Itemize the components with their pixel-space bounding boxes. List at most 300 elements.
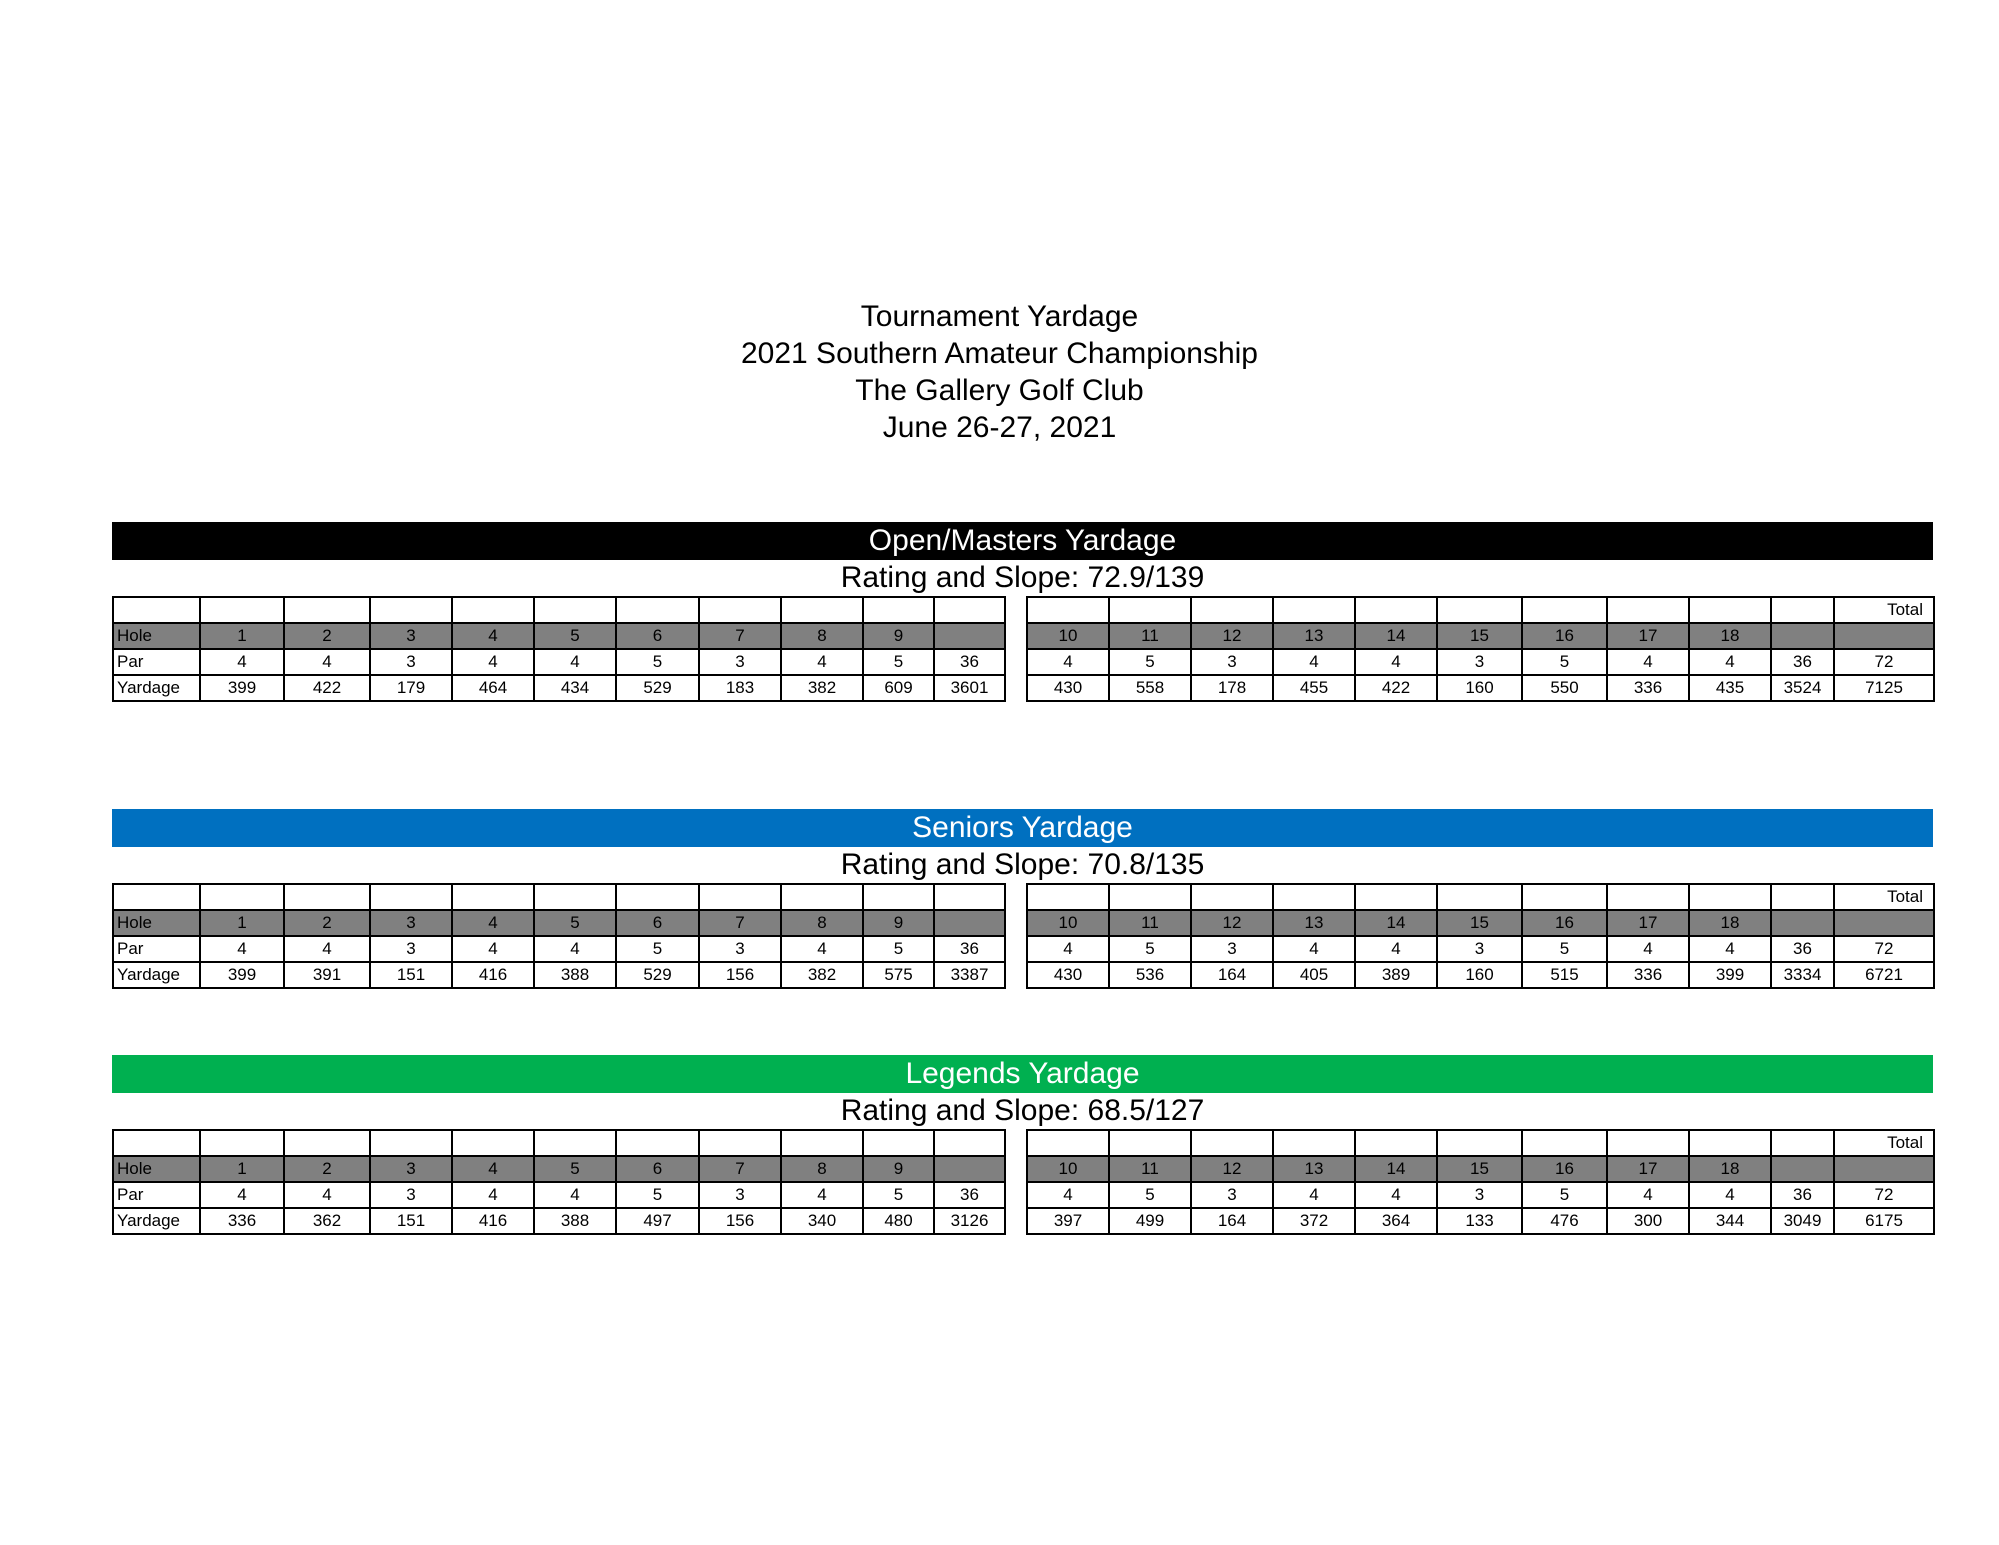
hole-number: 12 bbox=[1191, 1156, 1273, 1182]
total-header-row bbox=[1027, 597, 1934, 623]
yardage-cell: 178 bbox=[1191, 675, 1273, 701]
par-cell: 4 bbox=[781, 1182, 863, 1208]
par-cell: 5 bbox=[863, 1182, 934, 1208]
scorecard bbox=[112, 596, 1933, 708]
hole-number: 4 bbox=[452, 1156, 534, 1182]
yardage-cell: 416 bbox=[452, 962, 534, 988]
yardage-cell: 558 bbox=[1109, 675, 1191, 701]
empty-cell bbox=[1027, 597, 1109, 623]
hole-number: 15 bbox=[1437, 623, 1522, 649]
yardage-cell: 397 bbox=[1027, 1208, 1109, 1234]
yardage-cell: 340 bbox=[781, 1208, 863, 1234]
rating-slope: Rating and Slope: 68.5/127 bbox=[840, 1094, 1205, 1127]
hole-number: 9 bbox=[863, 623, 934, 649]
hole-number: 11 bbox=[1109, 623, 1191, 649]
empty-cell bbox=[534, 1130, 616, 1156]
par-row bbox=[113, 649, 1005, 675]
hole-number: 7 bbox=[699, 1156, 781, 1182]
empty-cell bbox=[1771, 910, 1834, 936]
document-title bbox=[0, 298, 1999, 446]
yardage-in-cell: 3524 bbox=[1771, 675, 1834, 701]
yardage-cell: 480 bbox=[863, 1208, 934, 1234]
total-header: Total bbox=[1834, 884, 1934, 910]
par-cell: 3 bbox=[1437, 1182, 1522, 1208]
hole-number: 17 bbox=[1607, 910, 1689, 936]
back-nine-table bbox=[1026, 883, 1935, 989]
par-cell: 5 bbox=[616, 649, 699, 675]
yardage-cell: 344 bbox=[1689, 1208, 1771, 1234]
par-cell: 4 bbox=[1689, 1182, 1771, 1208]
par-cell: 4 bbox=[452, 1182, 534, 1208]
hole-number: 15 bbox=[1437, 1156, 1522, 1182]
empty-cell bbox=[934, 1130, 1005, 1156]
par-cell: 4 bbox=[1689, 649, 1771, 675]
row-label-yardage: Yardage bbox=[113, 1208, 200, 1234]
hole-number: 2 bbox=[284, 910, 370, 936]
yardage-cell: 435 bbox=[1689, 675, 1771, 701]
empty-cell bbox=[370, 597, 452, 623]
yardage-in-cell: 3334 bbox=[1771, 962, 1834, 988]
yardage-cell: 515 bbox=[1522, 962, 1607, 988]
yardage-row bbox=[113, 675, 1005, 701]
yardage-row bbox=[1027, 675, 1934, 701]
empty-cell bbox=[534, 884, 616, 910]
yardage-cell: 362 bbox=[284, 1208, 370, 1234]
yardage-cell: 529 bbox=[616, 675, 699, 701]
par-row bbox=[1027, 649, 1934, 675]
par-out-cell: 36 bbox=[934, 649, 1005, 675]
par-cell: 4 bbox=[452, 649, 534, 675]
front-nine-table bbox=[112, 596, 1006, 702]
empty-cell bbox=[781, 1130, 863, 1156]
empty-cell bbox=[699, 597, 781, 623]
yardage-cell: 160 bbox=[1437, 675, 1522, 701]
yardage-cell: 399 bbox=[200, 675, 284, 701]
empty-cell bbox=[781, 597, 863, 623]
empty-cell bbox=[113, 884, 200, 910]
total-header-row bbox=[1027, 884, 1934, 910]
yardage-cell: 499 bbox=[1109, 1208, 1191, 1234]
blank-row bbox=[113, 597, 1005, 623]
hole-number: 3 bbox=[370, 1156, 452, 1182]
empty-cell bbox=[1355, 1130, 1437, 1156]
yardage-cell: 430 bbox=[1027, 675, 1109, 701]
yardage-in-cell: 3049 bbox=[1771, 1208, 1834, 1234]
empty-cell bbox=[1355, 597, 1437, 623]
yardage-cell: 430 bbox=[1027, 962, 1109, 988]
hole-number: 5 bbox=[534, 1156, 616, 1182]
par-cell: 4 bbox=[1355, 936, 1437, 962]
par-cell: 4 bbox=[284, 1182, 370, 1208]
hole-number: 2 bbox=[284, 1156, 370, 1182]
empty-cell bbox=[452, 884, 534, 910]
yardage-cell: 156 bbox=[699, 1208, 781, 1234]
par-cell: 3 bbox=[1437, 936, 1522, 962]
empty-cell bbox=[863, 597, 934, 623]
hole-number: 14 bbox=[1355, 1156, 1437, 1182]
empty-cell bbox=[1109, 884, 1191, 910]
par-cell: 3 bbox=[370, 936, 452, 962]
empty-cell bbox=[1834, 910, 1934, 936]
par-cell: 4 bbox=[200, 936, 284, 962]
empty-cell bbox=[1771, 597, 1834, 623]
yardage-cell: 575 bbox=[863, 962, 934, 988]
empty-cell bbox=[1355, 884, 1437, 910]
yardage-row bbox=[1027, 1208, 1934, 1234]
yardage-cell: 455 bbox=[1273, 675, 1355, 701]
yardage-total-cell: 6175 bbox=[1834, 1208, 1934, 1234]
empty-cell bbox=[1771, 623, 1834, 649]
yardage-cell: 336 bbox=[1607, 962, 1689, 988]
hole-number: 7 bbox=[699, 623, 781, 649]
yardage-cell: 179 bbox=[370, 675, 452, 701]
hole-number: 8 bbox=[781, 623, 863, 649]
hole-number: 13 bbox=[1273, 623, 1355, 649]
par-cell: 4 bbox=[1607, 1182, 1689, 1208]
par-in-cell: 36 bbox=[1771, 936, 1834, 962]
yardage-cell: 364 bbox=[1355, 1208, 1437, 1234]
rating-slope: Rating and Slope: 70.8/135 bbox=[840, 848, 1205, 881]
hole-row bbox=[113, 623, 1005, 649]
par-cell: 4 bbox=[284, 936, 370, 962]
par-cell: 3 bbox=[1191, 649, 1273, 675]
yardage-cell: 476 bbox=[1522, 1208, 1607, 1234]
par-cell: 5 bbox=[616, 936, 699, 962]
empty-cell bbox=[1109, 597, 1191, 623]
hole-number: 3 bbox=[370, 910, 452, 936]
row-label-hole: Hole bbox=[113, 1156, 200, 1182]
hole-row bbox=[1027, 623, 1934, 649]
par-cell: 4 bbox=[1355, 649, 1437, 675]
par-cell: 5 bbox=[616, 1182, 699, 1208]
empty-cell bbox=[1273, 597, 1355, 623]
empty-cell bbox=[1771, 884, 1834, 910]
empty-cell bbox=[863, 1130, 934, 1156]
empty-cell bbox=[1027, 884, 1109, 910]
section-legends bbox=[112, 1055, 1933, 1241]
empty-cell bbox=[200, 1130, 284, 1156]
empty-cell bbox=[934, 623, 1005, 649]
row-label-hole: Hole bbox=[113, 910, 200, 936]
yardage-cell: 399 bbox=[200, 962, 284, 988]
yardage-cell: 388 bbox=[534, 1208, 616, 1234]
par-out-cell: 36 bbox=[934, 1182, 1005, 1208]
blank-row bbox=[113, 1130, 1005, 1156]
par-out-cell: 36 bbox=[934, 936, 1005, 962]
hole-number: 9 bbox=[863, 1156, 934, 1182]
yardage-cell: 550 bbox=[1522, 675, 1607, 701]
yardage-cell: 399 bbox=[1689, 962, 1771, 988]
yardage-cell: 160 bbox=[1437, 962, 1522, 988]
empty-cell bbox=[616, 597, 699, 623]
hole-number: 2 bbox=[284, 623, 370, 649]
par-cell: 4 bbox=[452, 936, 534, 962]
empty-cell bbox=[1273, 884, 1355, 910]
hole-number: 13 bbox=[1273, 1156, 1355, 1182]
title-line-date: June 26-27, 2021 bbox=[882, 411, 1117, 444]
front-nine-table bbox=[112, 883, 1006, 989]
hole-number: 18 bbox=[1689, 623, 1771, 649]
par-in-cell: 36 bbox=[1771, 649, 1834, 675]
hole-number: 7 bbox=[699, 910, 781, 936]
yardage-out-cell: 3601 bbox=[934, 675, 1005, 701]
par-cell: 4 bbox=[284, 649, 370, 675]
par-row bbox=[1027, 936, 1934, 962]
empty-cell bbox=[1273, 1130, 1355, 1156]
hole-number: 6 bbox=[616, 910, 699, 936]
empty-cell bbox=[452, 1130, 534, 1156]
section-banner: Legends Yardage bbox=[112, 1055, 1933, 1093]
back-nine-table bbox=[1026, 1129, 1935, 1235]
empty-cell bbox=[934, 1156, 1005, 1182]
par-cell: 5 bbox=[863, 936, 934, 962]
row-label-par: Par bbox=[113, 936, 200, 962]
par-cell: 4 bbox=[1273, 1182, 1355, 1208]
empty-cell bbox=[1191, 884, 1273, 910]
par-cell: 5 bbox=[1522, 649, 1607, 675]
par-cell: 5 bbox=[1109, 649, 1191, 675]
empty-cell bbox=[1191, 1130, 1273, 1156]
empty-cell bbox=[1027, 1130, 1109, 1156]
par-cell: 4 bbox=[534, 649, 616, 675]
empty-cell bbox=[200, 884, 284, 910]
par-cell: 3 bbox=[1191, 936, 1273, 962]
hole-number: 14 bbox=[1355, 910, 1437, 936]
par-cell: 4 bbox=[781, 936, 863, 962]
par-cell: 3 bbox=[699, 936, 781, 962]
section-banner: Open/Masters Yardage bbox=[112, 522, 1933, 560]
yardage-cell: 422 bbox=[1355, 675, 1437, 701]
hole-number: 15 bbox=[1437, 910, 1522, 936]
par-cell: 4 bbox=[534, 936, 616, 962]
hole-number: 11 bbox=[1109, 910, 1191, 936]
hole-number: 5 bbox=[534, 623, 616, 649]
par-total-cell: 72 bbox=[1834, 936, 1934, 962]
hole-number: 1 bbox=[200, 910, 284, 936]
yardage-cell: 164 bbox=[1191, 962, 1273, 988]
empty-cell bbox=[863, 884, 934, 910]
empty-cell bbox=[1689, 597, 1771, 623]
yardage-cell: 300 bbox=[1607, 1208, 1689, 1234]
par-cell: 4 bbox=[534, 1182, 616, 1208]
empty-cell bbox=[1607, 597, 1689, 623]
blank-row bbox=[113, 884, 1005, 910]
empty-cell bbox=[1771, 1130, 1834, 1156]
empty-cell bbox=[1522, 597, 1607, 623]
yardage-out-cell: 3387 bbox=[934, 962, 1005, 988]
empty-cell bbox=[934, 884, 1005, 910]
row-label-par: Par bbox=[113, 649, 200, 675]
hole-number: 17 bbox=[1607, 1156, 1689, 1182]
empty-cell bbox=[781, 884, 863, 910]
par-cell: 4 bbox=[781, 649, 863, 675]
hole-number: 12 bbox=[1191, 910, 1273, 936]
hole-number: 14 bbox=[1355, 623, 1437, 649]
yardage-cell: 388 bbox=[534, 962, 616, 988]
yardage-cell: 382 bbox=[781, 962, 863, 988]
total-header-row bbox=[1027, 1130, 1934, 1156]
yardage-cell: 156 bbox=[699, 962, 781, 988]
yardage-cell: 151 bbox=[370, 1208, 452, 1234]
par-cell: 4 bbox=[1355, 1182, 1437, 1208]
empty-cell bbox=[699, 884, 781, 910]
empty-cell bbox=[452, 597, 534, 623]
yardage-cell: 151 bbox=[370, 962, 452, 988]
par-cell: 5 bbox=[1109, 1182, 1191, 1208]
empty-cell bbox=[616, 884, 699, 910]
par-cell: 5 bbox=[1522, 1182, 1607, 1208]
hole-number: 16 bbox=[1522, 910, 1607, 936]
par-cell: 3 bbox=[370, 1182, 452, 1208]
empty-cell bbox=[1834, 623, 1934, 649]
yardage-out-cell: 3126 bbox=[934, 1208, 1005, 1234]
empty-cell bbox=[1437, 884, 1522, 910]
empty-cell bbox=[284, 597, 370, 623]
par-cell: 3 bbox=[370, 649, 452, 675]
par-cell: 4 bbox=[200, 649, 284, 675]
yardage-cell: 536 bbox=[1109, 962, 1191, 988]
par-cell: 4 bbox=[1273, 649, 1355, 675]
empty-cell bbox=[1607, 1130, 1689, 1156]
yardage-row bbox=[1027, 962, 1934, 988]
empty-cell bbox=[113, 597, 200, 623]
empty-cell bbox=[200, 597, 284, 623]
yardage-cell: 183 bbox=[699, 675, 781, 701]
row-label-yardage: Yardage bbox=[113, 962, 200, 988]
par-cell: 4 bbox=[1027, 1182, 1109, 1208]
hole-number: 12 bbox=[1191, 623, 1273, 649]
hole-row bbox=[1027, 910, 1934, 936]
empty-cell bbox=[1522, 1130, 1607, 1156]
hole-number: 4 bbox=[452, 623, 534, 649]
title-line-heading: Tournament Yardage bbox=[860, 300, 1139, 333]
yardage-cell: 372 bbox=[1273, 1208, 1355, 1234]
empty-cell bbox=[934, 910, 1005, 936]
empty-cell bbox=[1109, 1130, 1191, 1156]
title-line-event: 2021 Southern Amateur Championship bbox=[740, 337, 1258, 370]
row-label-hole: Hole bbox=[113, 623, 200, 649]
hole-row bbox=[1027, 1156, 1934, 1182]
hole-number: 8 bbox=[781, 1156, 863, 1182]
yardage-cell: 389 bbox=[1355, 962, 1437, 988]
yardage-cell: 336 bbox=[200, 1208, 284, 1234]
section-seniors bbox=[112, 809, 1933, 995]
empty-cell bbox=[284, 1130, 370, 1156]
empty-cell bbox=[616, 1130, 699, 1156]
yardage-cell: 133 bbox=[1437, 1208, 1522, 1234]
yardage-cell: 382 bbox=[781, 675, 863, 701]
hole-number: 3 bbox=[370, 623, 452, 649]
rating-slope: Rating and Slope: 72.9/139 bbox=[840, 561, 1205, 594]
yardage-cell: 405 bbox=[1273, 962, 1355, 988]
empty-cell bbox=[113, 1130, 200, 1156]
hole-number: 1 bbox=[200, 1156, 284, 1182]
scorecard bbox=[112, 883, 1933, 995]
par-row bbox=[113, 1182, 1005, 1208]
hole-number: 10 bbox=[1027, 623, 1109, 649]
par-cell: 4 bbox=[1273, 936, 1355, 962]
empty-cell bbox=[370, 1130, 452, 1156]
empty-cell bbox=[934, 597, 1005, 623]
hole-number: 16 bbox=[1522, 1156, 1607, 1182]
section-open-masters bbox=[112, 522, 1933, 708]
par-cell: 4 bbox=[1607, 936, 1689, 962]
total-header: Total bbox=[1834, 1130, 1934, 1156]
row-label-yardage: Yardage bbox=[113, 675, 200, 701]
empty-cell bbox=[1437, 1130, 1522, 1156]
total-header: Total bbox=[1834, 597, 1934, 623]
hole-number: 6 bbox=[616, 623, 699, 649]
front-nine-table bbox=[112, 1129, 1006, 1235]
hole-number: 8 bbox=[781, 910, 863, 936]
par-cell: 4 bbox=[1689, 936, 1771, 962]
hole-number: 5 bbox=[534, 910, 616, 936]
hole-number: 1 bbox=[200, 623, 284, 649]
yardage-cell: 609 bbox=[863, 675, 934, 701]
empty-cell bbox=[284, 884, 370, 910]
yardage-cell: 529 bbox=[616, 962, 699, 988]
yardage-total-cell: 6721 bbox=[1834, 962, 1934, 988]
par-cell: 5 bbox=[863, 649, 934, 675]
par-cell: 4 bbox=[1027, 936, 1109, 962]
par-total-cell: 72 bbox=[1834, 649, 1934, 675]
back-nine-table bbox=[1026, 596, 1935, 702]
empty-cell bbox=[534, 597, 616, 623]
hole-number: 10 bbox=[1027, 1156, 1109, 1182]
hole-number: 6 bbox=[616, 1156, 699, 1182]
hole-number: 18 bbox=[1689, 910, 1771, 936]
empty-cell bbox=[370, 884, 452, 910]
par-in-cell: 36 bbox=[1771, 1182, 1834, 1208]
empty-cell bbox=[1437, 597, 1522, 623]
par-cell: 4 bbox=[1607, 649, 1689, 675]
hole-number: 16 bbox=[1522, 623, 1607, 649]
hole-number: 13 bbox=[1273, 910, 1355, 936]
par-cell: 3 bbox=[1191, 1182, 1273, 1208]
yardage-cell: 422 bbox=[284, 675, 370, 701]
empty-cell bbox=[699, 1130, 781, 1156]
yardage-cell: 164 bbox=[1191, 1208, 1273, 1234]
par-cell: 4 bbox=[200, 1182, 284, 1208]
hole-number: 11 bbox=[1109, 1156, 1191, 1182]
par-cell: 4 bbox=[1027, 649, 1109, 675]
empty-cell bbox=[1689, 884, 1771, 910]
yardage-cell: 416 bbox=[452, 1208, 534, 1234]
yardage-row bbox=[113, 1208, 1005, 1234]
hole-row bbox=[113, 910, 1005, 936]
yardage-cell: 434 bbox=[534, 675, 616, 701]
yardage-cell: 336 bbox=[1607, 675, 1689, 701]
yardage-row bbox=[113, 962, 1005, 988]
empty-cell bbox=[1771, 1156, 1834, 1182]
par-total-cell: 72 bbox=[1834, 1182, 1934, 1208]
hole-number: 18 bbox=[1689, 1156, 1771, 1182]
hole-number: 9 bbox=[863, 910, 934, 936]
title-line-venue: The Gallery Golf Club bbox=[855, 374, 1144, 407]
hole-number: 17 bbox=[1607, 623, 1689, 649]
par-cell: 5 bbox=[1109, 936, 1191, 962]
par-cell: 3 bbox=[699, 649, 781, 675]
par-row bbox=[113, 936, 1005, 962]
section-banner: Seniors Yardage bbox=[112, 809, 1933, 847]
yardage-cell: 464 bbox=[452, 675, 534, 701]
empty-cell bbox=[1834, 1156, 1934, 1182]
row-label-par: Par bbox=[113, 1182, 200, 1208]
par-cell: 5 bbox=[1522, 936, 1607, 962]
empty-cell bbox=[1522, 884, 1607, 910]
empty-cell bbox=[1607, 884, 1689, 910]
yardage-total-cell: 7125 bbox=[1834, 675, 1934, 701]
